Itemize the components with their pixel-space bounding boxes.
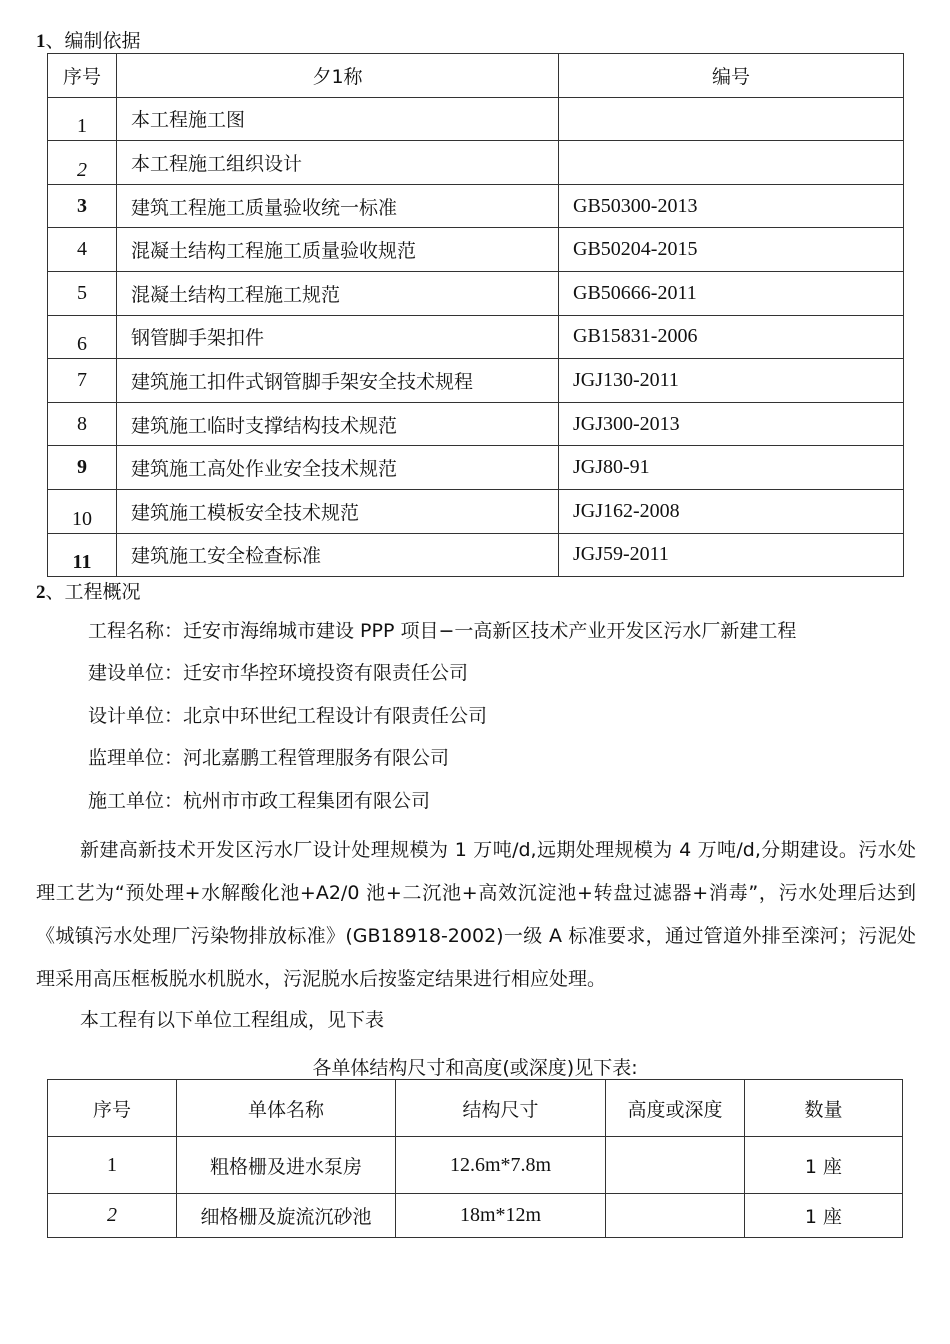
table-row xyxy=(48,228,904,272)
table-row xyxy=(48,141,904,185)
row-no: 4 xyxy=(48,228,117,272)
header-no: 序号 xyxy=(48,54,117,98)
supervision-unit: 监理单位：河北嘉鹏工程管理服务有限公司 xyxy=(88,747,450,769)
table-row xyxy=(48,402,904,446)
row-no: 8 xyxy=(48,402,117,446)
header-name: 夕1称 xyxy=(117,54,559,98)
row-no: 9 xyxy=(48,446,117,490)
row-no: 6 xyxy=(48,315,117,359)
row-no: 1 xyxy=(48,1137,177,1194)
row-code: JGJ162-2008 xyxy=(559,489,904,533)
table-row xyxy=(48,533,904,577)
row-code xyxy=(559,141,904,185)
section-2-title xyxy=(36,580,141,605)
row-name: 建筑工程施工质量验收统一标准 xyxy=(117,184,559,228)
row-no: 1 xyxy=(48,97,117,141)
row-no: 2 xyxy=(48,1194,177,1238)
row-size: 18m*12m xyxy=(396,1194,606,1238)
header-code: 编号 xyxy=(559,54,904,98)
row-unit-name: 细格栅及旋流沉砂池 xyxy=(177,1194,396,1238)
row-name: 建筑施工安全检查标准 xyxy=(117,533,559,577)
design-unit: 设计单位：北京中环世纪工程设计有限责任公司 xyxy=(88,705,488,727)
section-2-number: 2 xyxy=(36,582,46,603)
row-code: JGJ80-91 xyxy=(559,446,904,490)
table-row xyxy=(48,97,904,141)
section-1-title xyxy=(36,29,141,54)
row-name: 本工程施工图 xyxy=(117,97,559,141)
row-name: 本工程施工组织设计 xyxy=(117,141,559,185)
builder-unit: 建设单位：迁安市华控环境投资有限责任公司 xyxy=(88,662,469,684)
row-code: JGJ300-2013 xyxy=(559,402,904,446)
row-no: 7 xyxy=(48,359,117,403)
units-intro: 本工程有以下单位工程组成，见下表 xyxy=(80,1009,385,1031)
table-header-row xyxy=(48,54,904,98)
row-no: 11 xyxy=(48,533,117,577)
units-table xyxy=(47,1079,903,1238)
row-quantity: 1 座 xyxy=(745,1137,903,1194)
row-name: 混凝土结构工程施工质量验收规范 xyxy=(117,228,559,272)
table-row xyxy=(48,1137,903,1194)
row-code xyxy=(559,97,904,141)
construction-unit: 施工单位：杭州市市政工程集团有限公司 xyxy=(88,790,431,812)
table-row xyxy=(48,1194,903,1238)
row-code: JGJ130-2011 xyxy=(559,359,904,403)
row-unit-name: 粗格栅及进水泵房 xyxy=(177,1137,396,1194)
row-code: GB50666-2011 xyxy=(559,271,904,315)
table-row xyxy=(48,489,904,533)
row-no: 2 xyxy=(48,141,117,185)
row-code: JGJ59-2011 xyxy=(559,533,904,577)
row-code: GB50300-2013 xyxy=(559,184,904,228)
row-name: 建筑施工临时支撑结构技术规范 xyxy=(117,402,559,446)
table-row xyxy=(48,446,904,490)
project-description: 新建高新技术开发区污水厂设计处理规模为 1 万吨/d,远期处理规模为 4 万吨/d,分期建设。污水处理工艺为“预处理+水解酸化池+A2/0 池+二沉池+高效沉淀池+转盘过滤器+消毒”，污水处理后达到《城镇污水处理厂污染物排放标准》(GB18918-2002)一级 A 标准要求，通过管道外排至滦河；污泥处理采用高压框板脱水机脱水，污泥脱水后按鉴定结果进行相应处理。 xyxy=(36,839,916,990)
header-quantity: 数量 xyxy=(745,1080,903,1137)
table-header-row xyxy=(48,1080,903,1137)
table-row xyxy=(48,184,904,228)
row-no: 3 xyxy=(48,184,117,228)
row-code: GB15831-2006 xyxy=(559,315,904,359)
row-height xyxy=(606,1137,745,1194)
units-table-caption: 各单体结构尺寸和高度(或深度)见下表: xyxy=(312,1057,638,1079)
row-name: 建筑施工高处作业安全技术规范 xyxy=(117,446,559,490)
basis-table xyxy=(47,53,904,577)
header-unit-name: 单体名称 xyxy=(177,1080,396,1137)
row-size: 12.6m*7.8m xyxy=(396,1137,606,1194)
table-row xyxy=(48,271,904,315)
row-name: 混凝土结构工程施工规范 xyxy=(117,271,559,315)
row-height xyxy=(606,1194,745,1238)
table-row xyxy=(48,359,904,403)
row-quantity: 1 座 xyxy=(745,1194,903,1238)
table-row xyxy=(48,315,904,359)
section-1-label: 、编制依据 xyxy=(45,30,141,52)
row-name: 建筑施工模板安全技术规范 xyxy=(117,489,559,533)
header-size: 结构尺寸 xyxy=(396,1080,606,1137)
row-code: GB50204-2015 xyxy=(559,228,904,272)
header-height: 高度或深度 xyxy=(606,1080,745,1137)
row-name: 建筑施工扣件式钢管脚手架安全技术规程 xyxy=(117,359,559,403)
project-name: 工程名称：迁安市海绵城市建设 PPP 项目−一高新区技术产业开发区污水厂新建工程 xyxy=(88,620,797,642)
section-1-number: 1 xyxy=(36,31,46,52)
row-name: 钢管脚手架扣件 xyxy=(117,315,559,359)
header-no: 序号 xyxy=(48,1080,177,1137)
row-no: 5 xyxy=(48,271,117,315)
row-no: 10 xyxy=(48,489,117,533)
section-2-label: 、工程概况 xyxy=(45,581,141,603)
